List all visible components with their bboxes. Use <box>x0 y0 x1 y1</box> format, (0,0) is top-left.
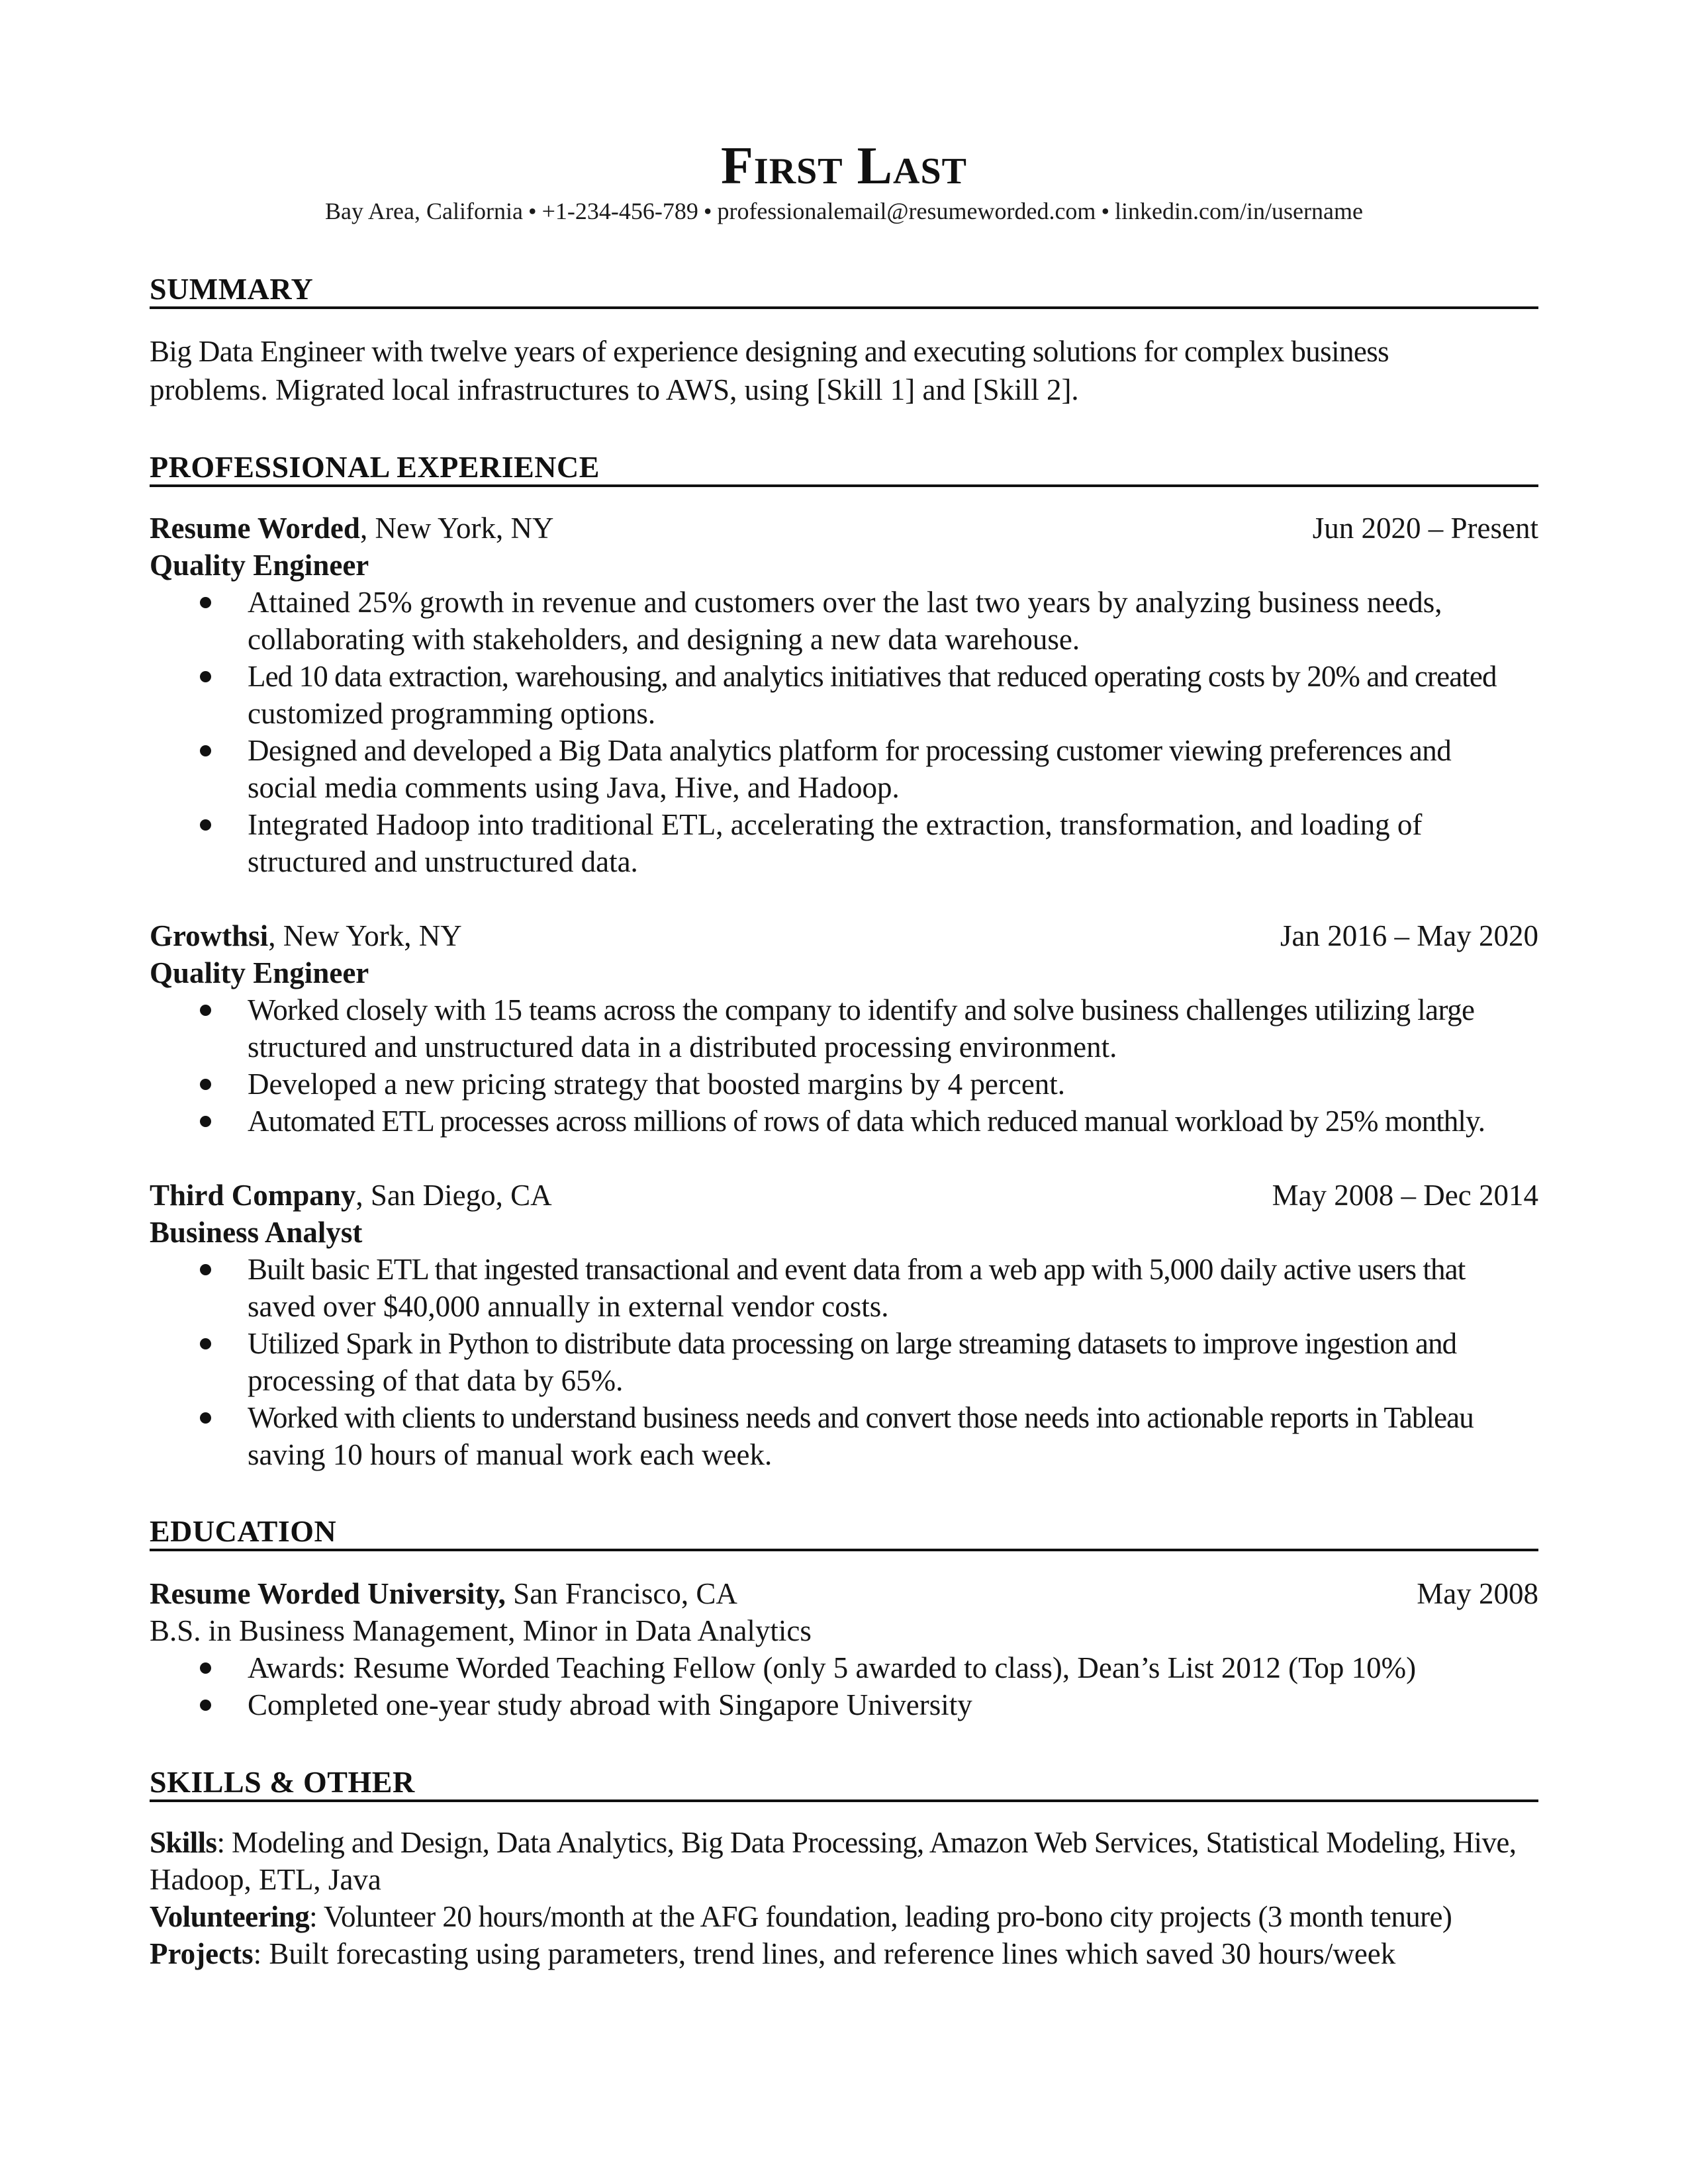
bullet-text: Led 10 data extraction, warehousing, and analytics initiatives that reduced operating costs by 20% and created <box>248 660 1497 693</box>
bullet-text: social media comments using Java, Hive, and Hadoop. <box>248 771 900 804</box>
job-dates: Jun 2020 – Present <box>1312 512 1538 545</box>
company-location: , New York, NY <box>359 512 554 545</box>
bullet-text: Automated ETL processes across millions of rows of data which reduced manual workload by 25% monthly. <box>248 1105 1485 1138</box>
projects-line <box>150 1935 1395 1972</box>
projects-label: Projects <box>150 1937 254 1970</box>
projects-text: : Built forecasting using parameters, trend lines, and reference lines which saved 30 hours/week <box>253 1937 1396 1970</box>
job-header <box>150 1177 552 1214</box>
bullet-text: Attained 25% growth in revenue and customers over the last two years by analyzing business needs, <box>248 586 1442 619</box>
job-title: Quality Engineer <box>150 956 369 989</box>
job-title: Business Analyst <box>150 1216 363 1249</box>
bullet-text: Worked with clients to understand business needs and convert those needs into actionable reports in Tableau <box>248 1401 1474 1434</box>
bullet-icon <box>200 597 211 608</box>
skills-text: : Modeling and Design, Data Analytics, Big Data Processing, Amazon Web Services, Statistical Modeling, Hive, <box>216 1826 1517 1859</box>
bullet-icon <box>200 1264 211 1275</box>
company-name: Resume Worded <box>150 512 360 545</box>
skills-line-continued: Hadoop, ETL, Java <box>150 1863 381 1896</box>
bullet-text: collaborating with stakeholders, and designing a new data warehouse. <box>248 623 1080 656</box>
company-location: , San Diego, CA <box>355 1179 552 1212</box>
education-header <box>150 1575 737 1612</box>
bullet-text: processing of that data by 65%. <box>248 1364 624 1397</box>
separator: • <box>703 198 712 224</box>
summary-line: Big Data Engineer with twelve years of experience designing and executing solutions for complex business <box>150 335 1389 368</box>
bullet-text: Designed and developed a Big Data analytics platform for processing customer viewing preferences and <box>248 734 1452 767</box>
volunteering-label: Volunteering <box>150 1900 310 1933</box>
bullet-icon <box>200 671 211 682</box>
summary-line: problems. Migrated local infrastructures to AWS, using [Skill 1] and [Skill 2]. <box>150 373 1079 406</box>
section-rule <box>150 1799 1538 1802</box>
school-name: Resume Worded University, <box>150 1577 506 1610</box>
degree: B.S. in Business Management, Minor in Data Analytics <box>150 1614 812 1647</box>
bullet-text: Awards: Resume Worded Teaching Fellow (only 5 awarded to class), Dean’s List 2012 (Top 10%) <box>248 1651 1417 1684</box>
job-header <box>150 510 553 547</box>
bullet-text: saved over $40,000 annually in external vendor costs. <box>248 1290 889 1323</box>
bullet-icon <box>200 1116 211 1127</box>
job-header <box>150 917 462 954</box>
separator: • <box>528 198 537 224</box>
bullet-icon <box>200 1005 211 1016</box>
contact-location: Bay Area, California <box>325 198 523 224</box>
job-dates: May 2008 – Dec 2014 <box>1272 1179 1538 1212</box>
section-rule <box>150 306 1538 309</box>
section-heading-skills: SKILLS & OTHER <box>150 1765 415 1799</box>
skills-line <box>150 1824 1516 1861</box>
bullet-text: Utilized Spark in Python to distribute data processing on large streaming datasets to improve ingestion and <box>248 1327 1457 1360</box>
section-heading-summary: SUMMARY <box>150 272 314 306</box>
contact-email[interactable]: professionalemail@resumeworded.com <box>717 198 1096 224</box>
volunteering-text: : Volunteer 20 hours/month at the AFG foundation, leading pro-bono city projects (3 month tenure) <box>309 1900 1452 1933</box>
bullet-text: customized programming options. <box>248 697 656 730</box>
bullet-text: Completed one-year study abroad with Singapore University <box>248 1688 972 1721</box>
bullet-icon <box>200 1662 211 1674</box>
bullet-text: Developed a new pricing strategy that boosted margins by 4 percent. <box>248 1068 1066 1101</box>
bullet-icon <box>200 1700 211 1711</box>
bullet-text: saving 10 hours of manual work each week. <box>248 1438 773 1471</box>
bullet-text: Built basic ETL that ingested transactional and event data from a web app with 5,000 daily active users that <box>248 1253 1466 1286</box>
company-name: Third Company <box>150 1179 356 1212</box>
job-title: Quality Engineer <box>150 549 369 582</box>
bullet-icon <box>200 1412 211 1424</box>
bullet-icon <box>200 1079 211 1090</box>
separator: • <box>1101 198 1110 224</box>
section-rule <box>150 1549 1538 1551</box>
job-dates: Jan 2016 – May 2020 <box>1280 919 1538 952</box>
bullet-text: Worked closely with 15 teams across the company to identify and solve business challenges utilizing large <box>248 993 1475 1026</box>
section-heading-experience: PROFESSIONAL EXPERIENCE <box>150 450 600 484</box>
contact-line <box>0 196 1688 226</box>
section-rule <box>150 484 1538 487</box>
bullet-text: structured and unstructured data. <box>248 845 638 878</box>
graduation-date: May 2008 <box>1417 1577 1538 1610</box>
school-location: San Francisco, CA <box>505 1577 737 1610</box>
bullet-text: structured and unstructured data in a distributed processing environment. <box>248 1030 1117 1064</box>
contact-linkedin[interactable]: linkedin.com/in/username <box>1115 198 1363 224</box>
skills-label: Skills <box>150 1826 217 1859</box>
bullet-text: Integrated Hadoop into traditional ETL, accelerating the extraction, transformation, and loading of <box>248 808 1423 841</box>
bullet-icon <box>200 1338 211 1349</box>
bullet-icon <box>200 819 211 831</box>
company-name: Growthsi <box>150 919 269 952</box>
candidate-name: First Last <box>721 137 967 195</box>
bullet-icon <box>200 745 211 756</box>
company-location: , New York, NY <box>268 919 462 952</box>
contact-phone: +1-234-456-789 <box>541 198 698 224</box>
volunteering-line <box>150 1898 1452 1935</box>
section-heading-education: EDUCATION <box>150 1514 337 1548</box>
